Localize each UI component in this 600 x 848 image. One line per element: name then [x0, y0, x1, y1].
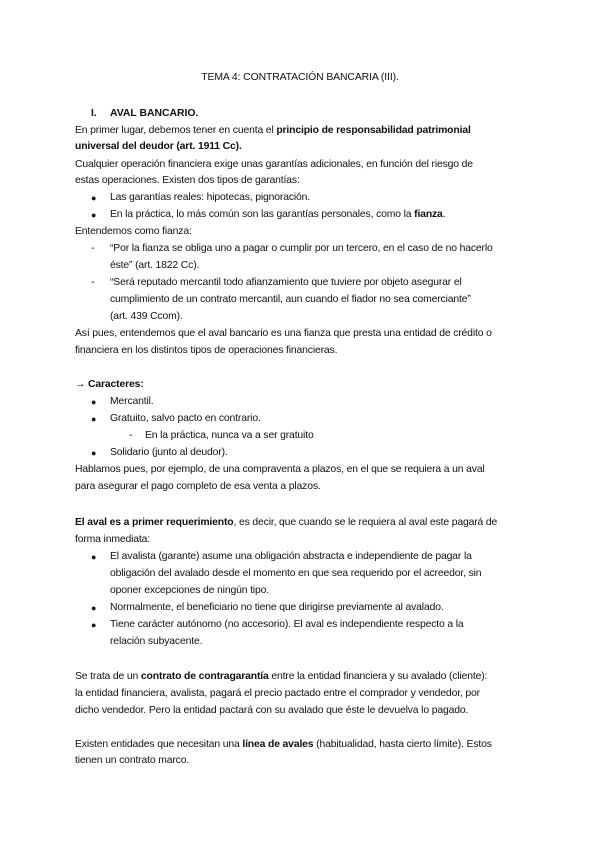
- paragraph-line: [75, 140, 242, 154]
- list-item: El avalista (garante) asume una obligación abstracta e independiente de pagar la: [110, 551, 472, 562]
- paragraph-line: Entendemos como fianza:: [75, 226, 192, 237]
- quote-line: cumplimiento de un contrato mercantil, aun cuando el fiador no sea comerciante”: [110, 294, 471, 305]
- text-span: (habitualidad, hasta cierto límite). Estos: [313, 739, 492, 750]
- list-item: Las garantías reales: hipotecas, pignoración.: [110, 192, 311, 203]
- text-span: En primer lugar, debemos tener en cuenta el: [75, 125, 277, 136]
- bold-span: universal del deudor (art. 1911 Cc).: [75, 141, 242, 152]
- list-item: Mercantil.: [110, 396, 154, 407]
- quote-line: “Por la fianza se obliga uno a pagar o cumplir por un tercero, en el caso de no hacerlo: [110, 243, 493, 254]
- text-span: En la práctica, lo más común son las garantías personales, como la: [110, 209, 415, 220]
- list-subitem: En la práctica, nunca va a ser gratuito: [145, 430, 314, 441]
- paragraph-line: para asegurar el pago completo de esa venta a plazos.: [75, 481, 321, 492]
- paragraph-line: tienen un contrato marco.: [75, 755, 190, 766]
- caracteres-heading: [75, 378, 144, 392]
- paragraph-line: la entidad financiera, avalista, pagará el precio pactado entre el comprador y vendedor, por: [75, 688, 480, 699]
- dash-icon: -: [91, 243, 95, 254]
- list-item: Solidario (junto al deudor).: [110, 447, 228, 458]
- bold-span: fianza: [414, 209, 443, 220]
- paragraph-line: Cualquier operación financiera exige unas garantías adicionales, en función del riesgo de: [75, 159, 473, 170]
- list-item: Gratuito, salvo pacto en contrario.: [110, 413, 261, 424]
- paragraph-requerimiento: [75, 516, 497, 530]
- paragraph-line: Así pues, entendemos que el aval bancario es una fianza que presta una entidad de crédito o: [75, 328, 492, 339]
- paragraph-contragarantia: [75, 670, 487, 684]
- text-span: entre la entidad financiera y su avalado (cliente):: [268, 671, 488, 682]
- text-span: Se trata de un: [75, 671, 141, 682]
- bold-span: línea de avales: [242, 739, 314, 750]
- list-item-line: relación subyacente.: [110, 636, 203, 647]
- list-item: Normalmente, el beneficiario no tiene que dirigirse previamente al avalado.: [110, 602, 444, 613]
- list-item: [110, 208, 445, 222]
- text-span: , es decir, que cuando se le requiera al aval este pagará de: [233, 517, 498, 528]
- quote-line: (art. 439 Ccom).: [110, 311, 183, 322]
- paragraph-principio: [75, 124, 471, 138]
- page-title: TEMA 4: CONTRATACIÓN BANCARIA (III).: [201, 72, 399, 83]
- bullet-icon: ●: [91, 414, 97, 424]
- paragraph-line: Hablamos pues, por ejemplo, de una compraventa a plazos, en el que se requiera a un aval: [75, 464, 485, 475]
- quote-line: “Será reputado mercantil todo afianzamiento que tuviere por objeto asegurar el: [110, 277, 462, 288]
- bullet-icon: ●: [91, 397, 97, 407]
- paragraph-line: forma inmediata:: [75, 534, 150, 545]
- text-span: .: [442, 209, 446, 220]
- bullet-icon: ●: [91, 603, 97, 613]
- bullet-icon: ●: [91, 210, 97, 220]
- text-span: Existen entidades que necesitan una: [75, 739, 243, 750]
- dash-icon: -: [129, 430, 133, 441]
- bold-span: El aval es a primer requerimiento: [75, 517, 234, 528]
- paragraph-linea-avales: [75, 738, 492, 752]
- paragraph-line: dicho vendedor. Pero la entidad pactará con su avalado que éste le devuelva lo pagado.: [75, 705, 469, 716]
- bullet-icon: ●: [91, 193, 97, 203]
- section-number: I.: [91, 108, 97, 119]
- quote-line: éste” (art. 1822 Cc).: [110, 260, 200, 271]
- list-item-line: obligación del avalado desde el momento en que sea requerido por el acreedor, sin: [110, 568, 482, 579]
- paragraph-line: financiera en los distintos tipos de operaciones financieras.: [75, 345, 338, 356]
- section-title: AVAL BANCARIO.: [110, 108, 199, 119]
- paragraph-line: estas operaciones. Existen dos tipos de garantías:: [75, 175, 300, 186]
- bold-span: Caracteres:: [88, 379, 144, 390]
- bullet-icon: ●: [91, 448, 97, 458]
- bullet-icon: ●: [91, 552, 97, 562]
- list-item-line: oponer excepciones de ningún tipo.: [110, 585, 269, 596]
- list-item: Tiene carácter autónomo (no accesorio). El aval es independiente respecto a la: [110, 619, 464, 630]
- bullet-icon: ●: [91, 620, 97, 630]
- bold-span: contrato de contragarantía: [140, 671, 269, 682]
- arrow-icon: →: [75, 379, 86, 390]
- dash-icon: -: [91, 277, 95, 288]
- bold-span: principio de responsabilidad patrimonial: [276, 125, 471, 136]
